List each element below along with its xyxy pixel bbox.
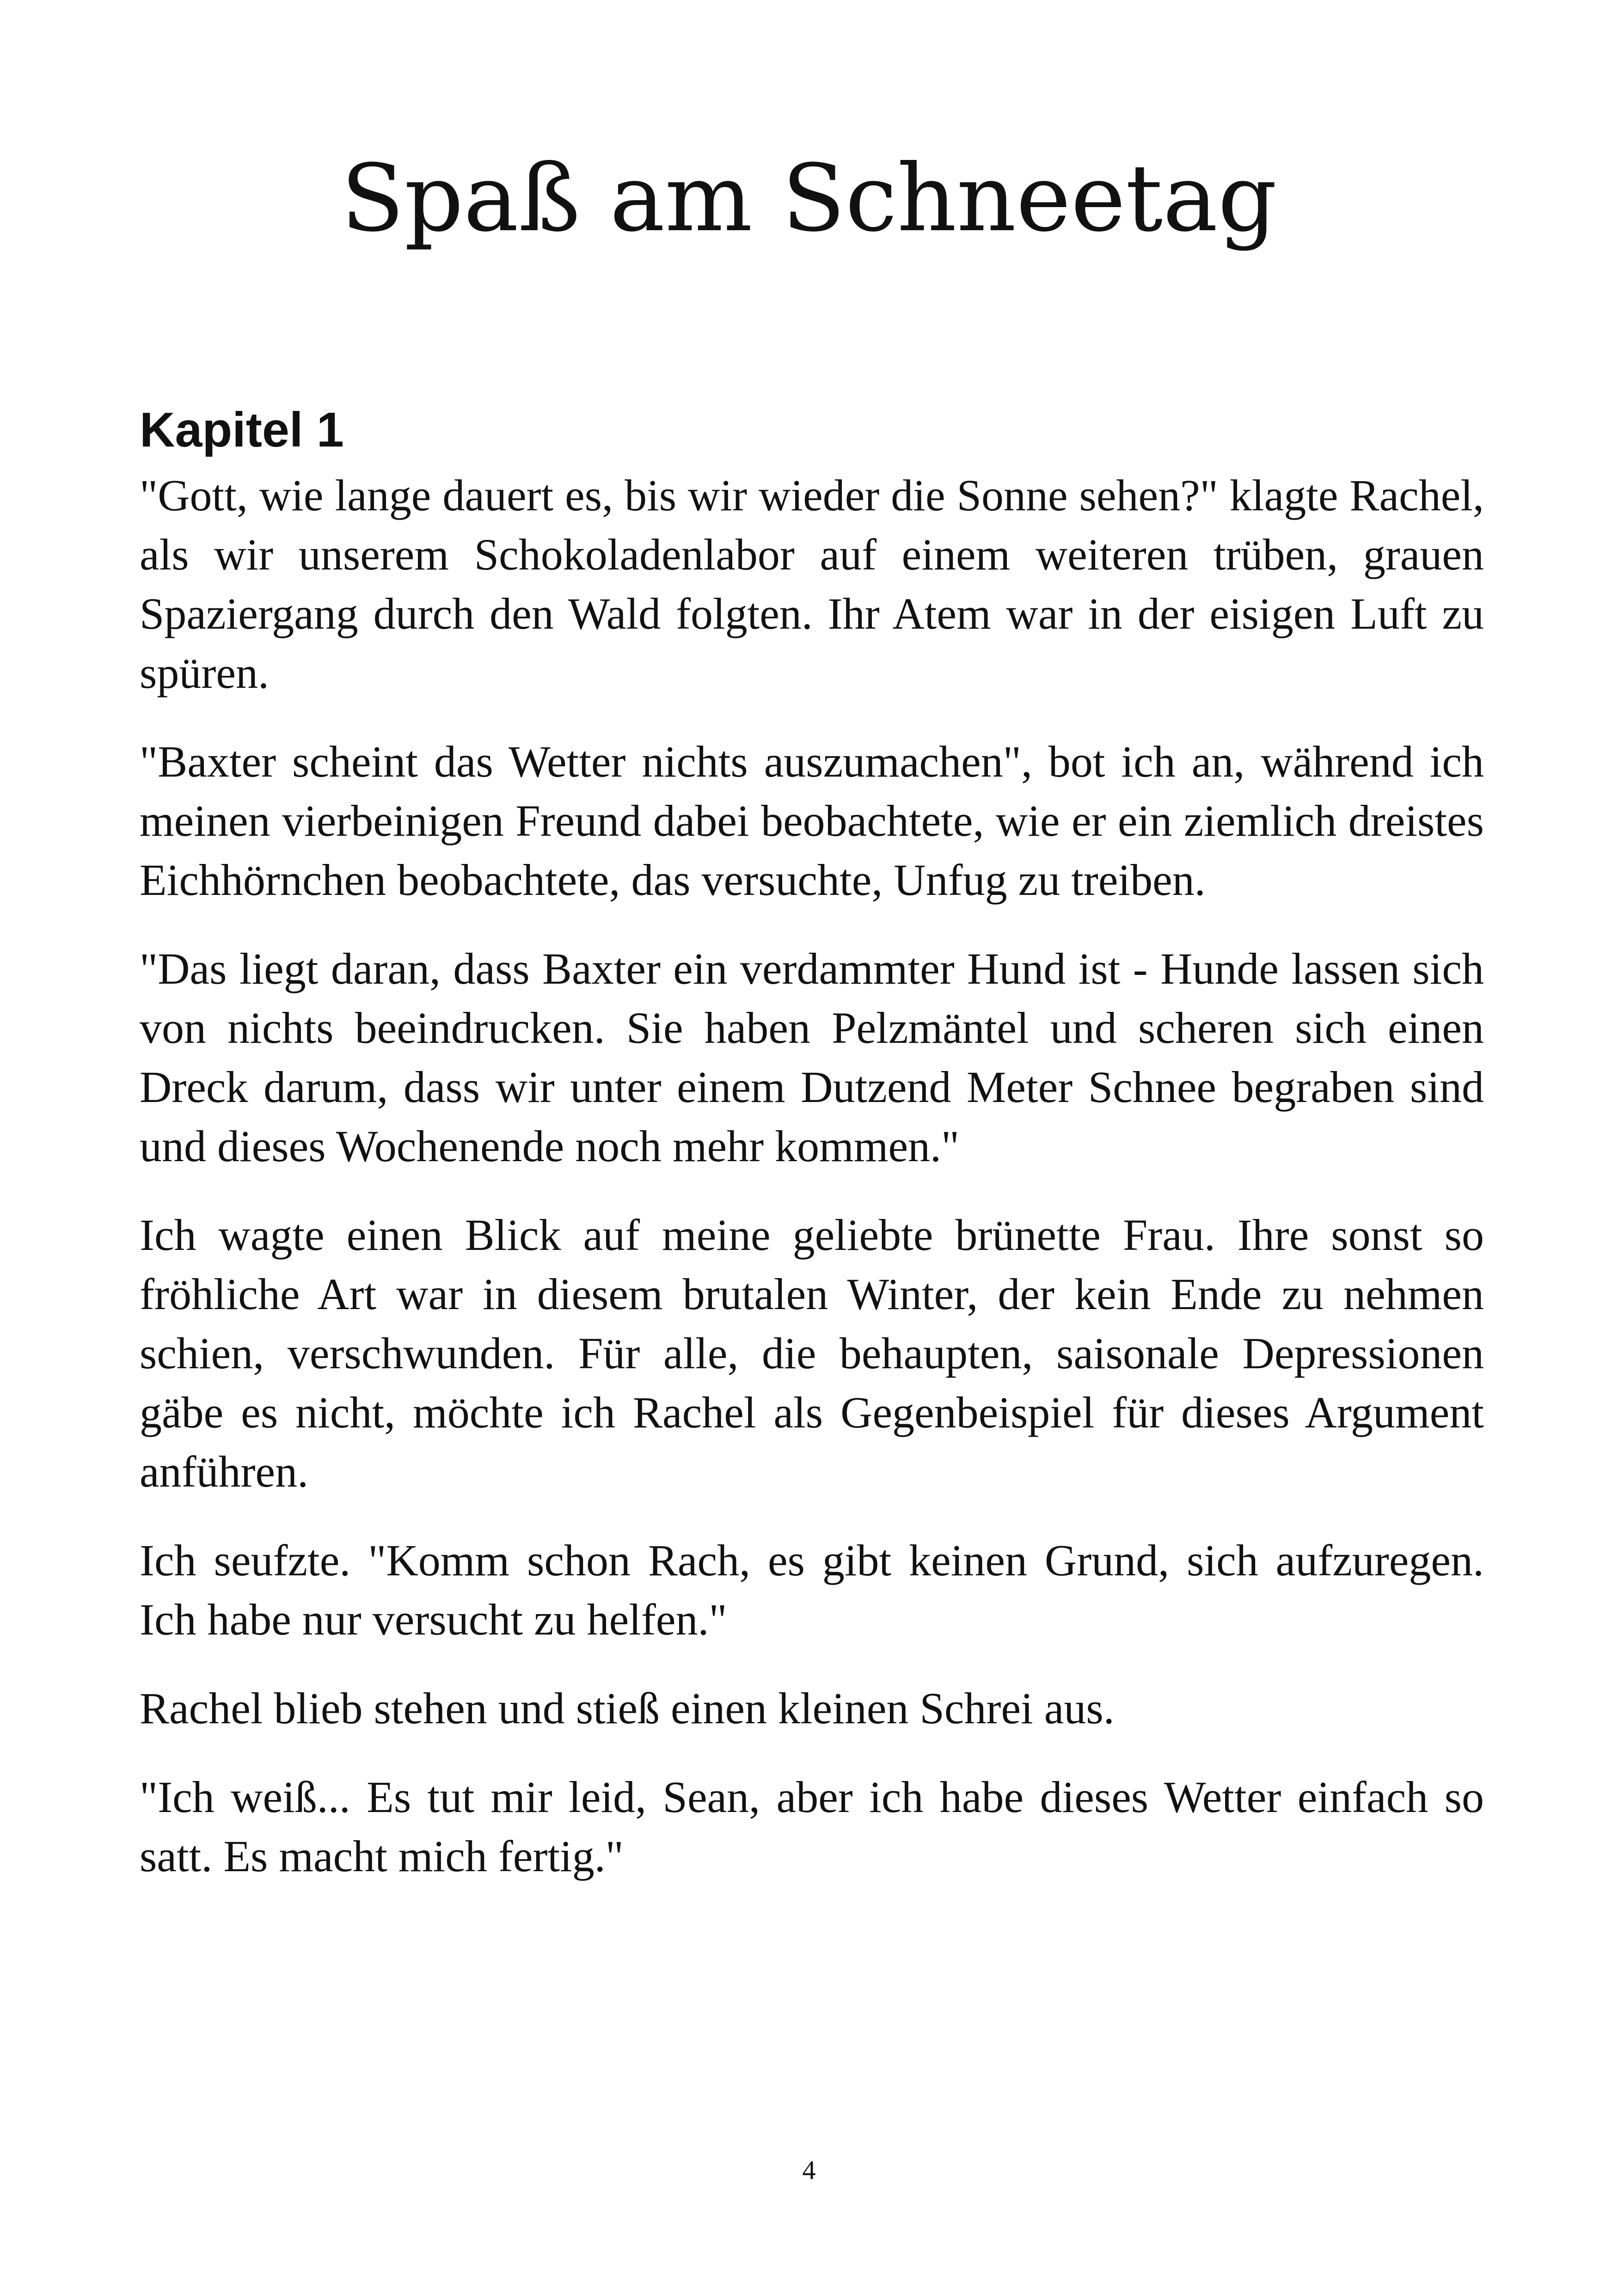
- paragraph: "Gott, wie lange dauert es, bis wir wieder die Sonne sehen?" klagte Rachel, als wir unserem Schokoladenlabor auf einem weiteren trüben, grauen Spaziergang durch den Wald folgten. Ihr Atem war in der eisigen Luft zu spüren.: [140, 471, 1484, 698]
- paragraph: Ich wagte einen Blick auf meine geliebte brünette Frau. Ihre sonst so fröhliche Art war in diesem brutalen Winter, der kein Ende zu nehmen schien, verschwunden. Für alle, die behaupten, saisonale Depressionen gäbe es nicht, möchte ich Rachel als Gegenbeispiel für dieses Argument anführen.: [140, 1210, 1484, 1496]
- paragraph: Ich seufzte. "Komm schon Rach, es gibt keinen Grund, sich aufzuregen. Ich habe nur versucht zu helfen.": [140, 1536, 1484, 1644]
- paragraph: "Das liegt daran, dass Baxter ein verdammter Hund ist - Hunde lassen sich von nichts beeindrucken. Sie haben Pelzmäntel und scheren sich einen Dreck darum, dass wir unter einem Dutzend Meter Schnee begraben sind und dieses Wochenende noch mehr kommen.": [140, 944, 1484, 1171]
- paragraph: "Ich weiß... Es tut mir leid, Sean, aber ich habe dieses Wetter einfach so satt. Es macht mich fertig.": [140, 1772, 1484, 1881]
- page-number: 4: [802, 2155, 816, 2185]
- chapter-content: [140, 398, 1484, 1916]
- book-title: Spaß am Schneetag: [341, 145, 1277, 252]
- chapter-heading: Kapitel 1: [140, 403, 344, 457]
- paragraph: Rachel blieb stehen und stieß einen kleinen Schrei aus.: [140, 1684, 1115, 1733]
- paragraph: "Baxter scheint das Wetter nichts auszumachen", bot ich an, während ich meinen vierbeinigen Freund dabei beobachtete, wie er ein ziemlich dreistes Eichhörnchen beobachtete, das versuchte, Unfug zu treiben.: [140, 737, 1484, 905]
